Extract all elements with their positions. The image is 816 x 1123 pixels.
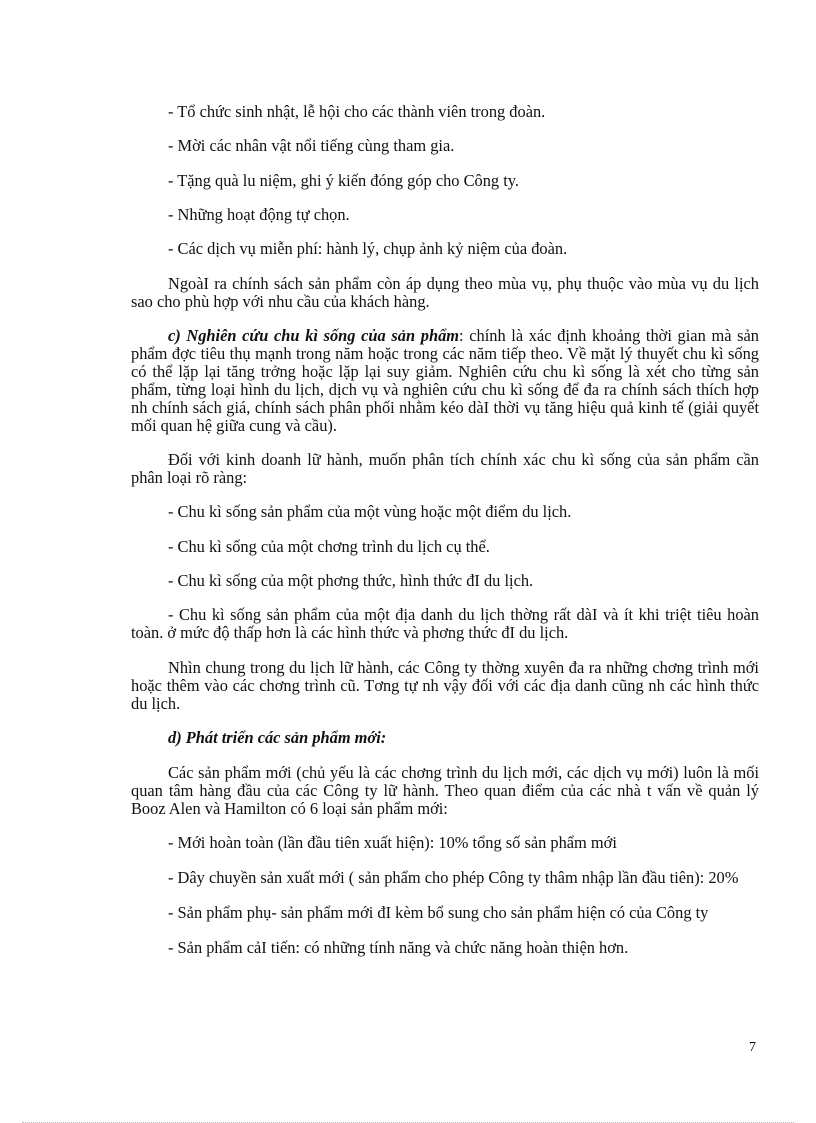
section-d-heading: d) Phát triển các sản phẩm mới: <box>168 728 387 747</box>
list-item: - Các dịch vụ miễn phí: hành lý, chụp ảnh kỷ niệm của đoàn. <box>168 239 568 258</box>
paragraph-life-cycle <box>131 327 759 435</box>
list-item: - Những hoạt động tự chọn. <box>168 205 350 224</box>
list-item: - Sản phẩm cảI tiến: có những tính năng và chức năng hoàn thiện hơn. <box>168 938 629 957</box>
paragraph-tour-business: Đối với kinh doanh lữ hành, muốn phân tích chính xác chu kì sống của sản phẩm cần phân loại rõ ràng: <box>131 450 759 487</box>
paragraph-general: Nhìn chung trong du lịch lữ hành, các Công ty thờng xuyên đa ra những chơng trình mới hoặc thêm vào các chơng trình cũ. Tơng tự nh vậy đối với các địa danh cũng nh các hình thức du lịch. <box>131 658 759 713</box>
page-number: 7 <box>749 1040 756 1055</box>
list-item: - Sản phẩm phụ- sản phẩm mới đI kèm bổ sung cho sản phẩm hiện có của Công ty <box>168 903 709 922</box>
list-item: - Chu kì sống của một chơng trình du lịch cụ thể. <box>168 537 490 556</box>
list-item: - Chu kì sống sản phẩm của một vùng hoặc một điểm du lịch. <box>168 502 572 521</box>
list-item: - Tặng quà lu niệm, ghi ý kiến đóng góp cho Công ty. <box>168 171 519 190</box>
list-item: - Dây chuyền sản xuất mới ( sản phẩm cho phép Công ty thâm nhập lần đầu tiên): 20% <box>168 868 739 887</box>
paragraph-new-products: Các sản phẩm mới (chủ yếu là các chơng trình du lịch mới, các dịch vụ mới) luôn là mối quan tâm hàng đầu của các Công ty lữ hành. Theo quan điểm của các nhà t vấn về quản lý Booz Alen và Hamilton có 6 loại sản phẩm mới: <box>131 763 759 818</box>
list-item: - Mới hoàn toàn (lần đầu tiên xuất hiện): 10% tổng số sản phẩm mới <box>168 833 617 852</box>
section-c-heading: c) Nghiên cứu chu kì sống của sản phẩm <box>168 326 460 345</box>
list-item: - Chu kì sống của một phơng thức, hình thức đI du lịch. <box>168 571 534 590</box>
section-c-text: : chính là xác định khoảng thời gian mà sản phẩm đợc tiêu thụ mạnh trong năm hoặc trong các năm tiếp theo. Về mặt lý thuyết chu kì sống có thể lặp lại tăng trởng hoặc lặp lại suy giảm. Nghiên cứu chu kì sống là xét cho từng sản phẩm, từng loại hình du lịch, dịch vụ và nghiên cứu chu kì sống để đa ra chính sách thích hợp nh chính sách giá, chính sách phân phối nhằm kéo dàI thời vụ tăng hiệu quả kinh tế (giải quyết mối quan hệ giữa cung và cầu). <box>131 326 759 435</box>
page-body <box>131 103 759 957</box>
list-item: - Tổ chức sinh nhật, lễ hội cho các thành viên trong đoàn. <box>168 102 546 121</box>
paragraph-seasonal-policy: NgoàI ra chính sách sản phẩm còn áp dụng theo mùa vụ, phụ thuộc vào mùa vụ du lịch sao cho phù hợp với nhu cầu của khách hàng. <box>131 274 759 311</box>
list-item: - Mời các nhân vật nổi tiếng cùng tham gia. <box>168 136 455 155</box>
list-item: - Chu kì sống sản phẩm của một địa danh du lịch thờng rất dàI và ít khi triệt tiêu hoàn toàn. ở mức độ thấp hơn là các hình thức và phơng thức đI du lịch. <box>131 605 759 642</box>
